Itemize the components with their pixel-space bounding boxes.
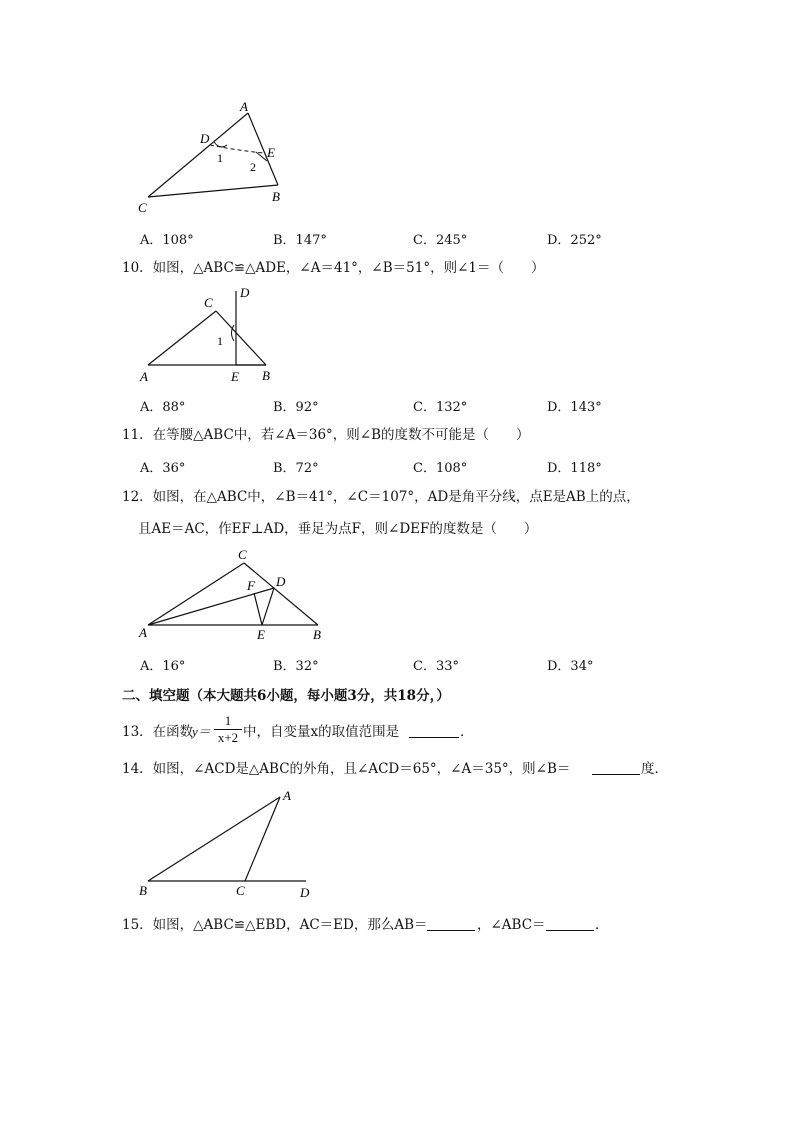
- q10-label-A: A: [140, 369, 148, 384]
- q10-segment-cb: [216, 311, 266, 365]
- q12-figure: [130, 543, 340, 643]
- q12-option-d: D．34°: [547, 659, 594, 674]
- q13-prefix: 13．在函数: [122, 724, 194, 740]
- q14-end: 度．: [641, 761, 668, 777]
- q9-label-A: A: [240, 99, 248, 114]
- q9-triangle-side-ca: [148, 113, 248, 197]
- q15-answer-blank-ab[interactable]: [427, 916, 475, 931]
- q12-label-A: A: [139, 625, 147, 640]
- q12-option-a: A．16°: [140, 659, 186, 674]
- q12-label-E: E: [257, 627, 265, 642]
- q11-option-c: C．108°: [413, 461, 468, 476]
- q11-option-b: B．72°: [273, 461, 319, 476]
- q12-label-D: D: [276, 574, 286, 589]
- q12-segment-ed: [262, 588, 274, 625]
- q12-label-C: C: [238, 547, 247, 562]
- q9-label-B: B: [272, 189, 280, 204]
- q14-figure: [130, 785, 330, 903]
- q14-question: 14．如图，∠ACD是△ABC的外角，且∠ACD＝65°，∠A＝35°，则∠B＝: [122, 761, 571, 777]
- q13-denominator: x+2: [217, 730, 239, 745]
- q11-question: 11．在等腰△ABC中，若∠A＝36°，则∠B的度数不可能是（ ）: [122, 427, 530, 443]
- q13-y-equals: y＝: [192, 724, 211, 739]
- q10-option-d: D．143°: [547, 400, 602, 415]
- q9-angle-arc-1: [214, 142, 227, 147]
- q11-option-a: A．36°: [140, 461, 186, 476]
- q15-question: 15．如图，△ABC≌△EBD，AC＝ED，那么AB＝: [122, 917, 428, 933]
- q13-end: ．: [460, 724, 474, 740]
- q10-question: 10．如图，△ABC≌△ADE，∠A＝41°，∠B＝51°，则∠1＝（ ）: [122, 260, 545, 276]
- q9-label-E: E: [267, 145, 275, 160]
- q14-label-B: B: [139, 883, 147, 898]
- q13-answer-blank[interactable]: [409, 723, 459, 738]
- q14-label-D: D: [300, 885, 310, 900]
- q9-option-c: C．245°: [413, 233, 468, 248]
- q10-figure: [130, 283, 290, 388]
- q9-label-2: 2: [250, 160, 256, 174]
- q12-question-line2: 且AE＝AC，作EF⊥AD，垂足为点F，则∠DEF的度数是（ ）: [138, 521, 538, 537]
- q9-option-b: B．147°: [273, 233, 327, 248]
- q10-label-C: C: [204, 295, 213, 310]
- q10-label-B: B: [262, 368, 270, 383]
- q14-segment-ac: [245, 797, 280, 881]
- q15-end: ．: [595, 917, 609, 933]
- q9-option-a: A．108°: [140, 233, 194, 248]
- q9-figure: [130, 95, 300, 220]
- q12-segment-ac: [148, 563, 244, 625]
- q10-segment-ac: [148, 311, 216, 365]
- q10-option-a: A．88°: [140, 400, 186, 415]
- q10-option-c: C．132°: [413, 400, 468, 415]
- q12-option-b: B．32°: [273, 659, 319, 674]
- q14-label-A: A: [283, 788, 291, 803]
- q10-label-E: E: [231, 369, 239, 384]
- q14-label-C: C: [236, 883, 245, 898]
- q12-question-line1: 12．如图，在△ABC中，∠B＝41°，∠C＝107°，AD是角平分线，点E是AB上的点，: [122, 489, 640, 505]
- section-2-title: 二、填空题（本大题共6小题，每小题3分，共18分，）: [122, 688, 450, 704]
- q15-answer-blank-abc[interactable]: [546, 916, 594, 931]
- q11-option-d: D．118°: [547, 461, 602, 476]
- q14-segment-ba: [148, 797, 280, 881]
- q12-option-c: C．33°: [413, 659, 459, 674]
- q14-answer-blank[interactable]: [592, 760, 640, 775]
- q10-label-1: 1: [217, 334, 223, 348]
- q15-mid: ，∠ABC＝: [477, 917, 546, 933]
- q12-label-F: F: [247, 578, 255, 593]
- q13-fraction: [214, 713, 242, 746]
- q12-segment-ad: [148, 588, 274, 625]
- q9-triangle-side-bc: [148, 185, 278, 197]
- q13-numerator: 1: [224, 713, 232, 728]
- q12-label-B: B: [313, 627, 321, 642]
- q10-label-D: D: [240, 285, 250, 300]
- q10-option-b: B．92°: [273, 400, 319, 415]
- q9-label-D: D: [200, 131, 210, 146]
- q9-label-1: 1: [217, 151, 223, 165]
- q13-suffix: 中，自变量x的取值范围是: [243, 724, 400, 740]
- q9-option-d: D．252°: [547, 233, 602, 248]
- q9-label-C: C: [138, 200, 147, 215]
- q12-segment-ef: [254, 593, 262, 625]
